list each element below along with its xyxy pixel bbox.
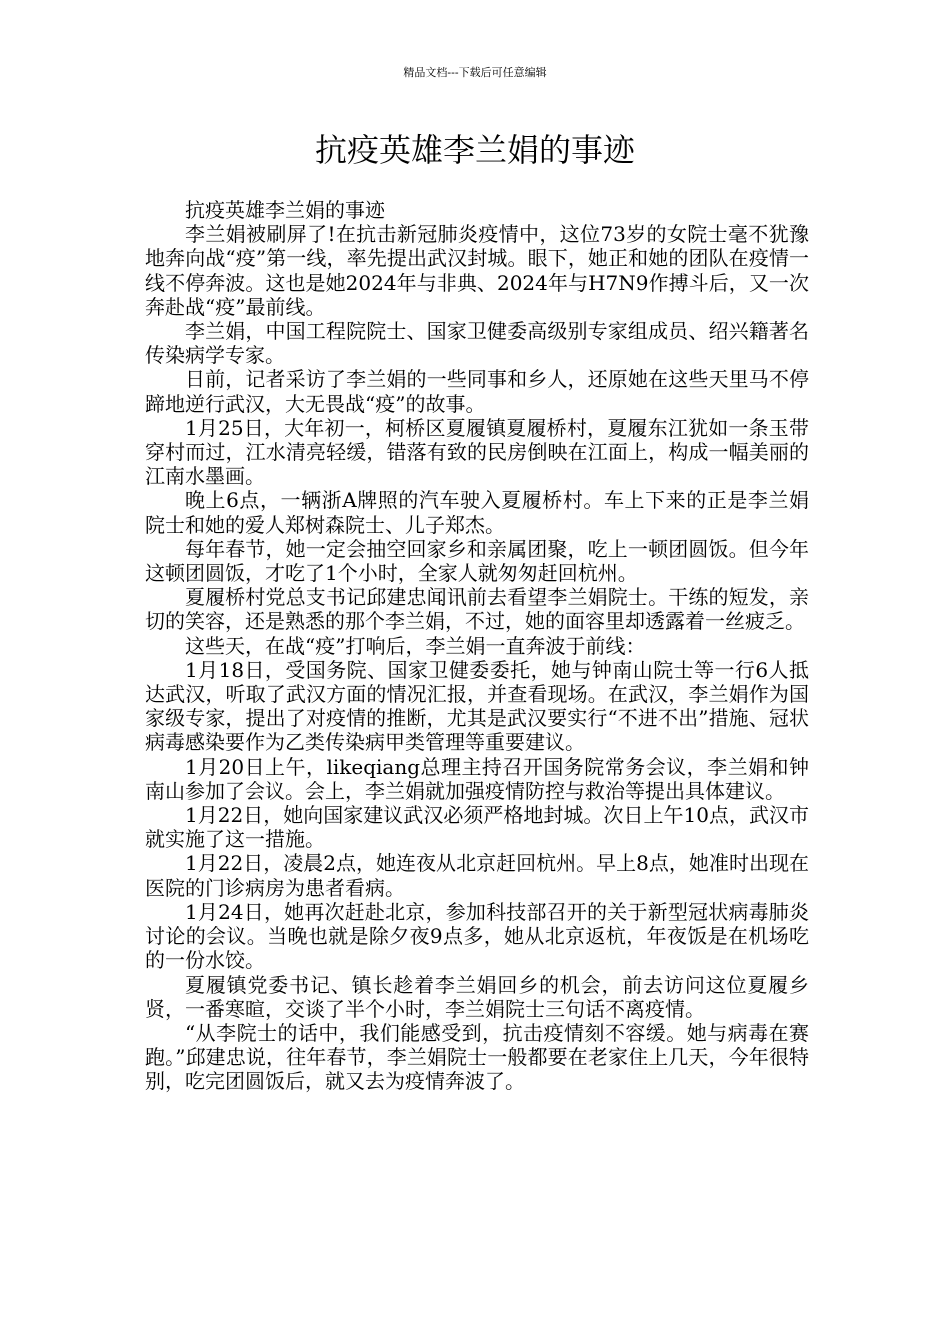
paragraph: 晚上6点，一辆浙A牌照的汽车驶入夏履桥村。车上下来的正是李兰娟院士和她的爱人郑树森院士、儿子郑杰。 <box>145 488 809 537</box>
paragraph: 每年春节，她一定会抽空回家乡和亲属团聚，吃上一顿团圆饭。但今年这顿团圆饭，才吃了1个小时，全家人就匆匆赶回杭州。 <box>145 536 809 586</box>
paragraph: 1月20日上午，likeqiang总理主持召开国务院常务会议，李兰娟和钟南山参加了会议。会上，李兰娟就加强疫情防控与救治等提出具体建议。 <box>145 754 809 803</box>
header-note: 精品文档---下载后可任意编辑 <box>403 66 547 79</box>
paragraph: “从李院士的话中，我们能感受到，抗击疫情刻不容缓。她与病毒在赛跑。”邱建忠说，往年春节，李兰娟院士一般都要在老家住上几天，今年很特别，吃完团圆饭后，就又去为疫情奔波了。 <box>145 1020 809 1094</box>
paragraph: 1月22日，她向国家建议武汉必须严格地封城。次日上午10点，武汉市就实施了这一措施。 <box>145 803 809 852</box>
paragraph: 夏履桥村党总支书记邱建忠闻讯前去看望李兰娟院士。干练的短发，亲切的笑容，还是熟悉的那个李兰娟，不过，她的面容里却透露着一丝疲乏。 <box>145 585 809 634</box>
document-title: 抗疫英雄李兰娟的事迹 <box>314 131 635 169</box>
paragraph: 李兰娟，中国工程院院士、国家卫健委高级别专家组成员、绍兴籍著名传染病学专家。 <box>145 319 809 368</box>
document-body <box>145 198 809 1094</box>
paragraph: 日前，记者采访了李兰娟的一些同事和乡人，还原她在这些天里马不停蹄地逆行武汉，大无畏战“疫”的故事。 <box>145 367 809 416</box>
paragraph: 1月18日，受国务院、国家卫健委委托，她与钟南山院士等一行6人抵达武汉，听取了武汉方面的情况汇报，并查看现场。在武汉，李兰娟作为国家级专家，提出了对疫情的推断，尤其是武汉要实行“不进不出”措施、冠状病毒感染要作为乙类传染病甲类管理等重要建议。 <box>145 657 809 755</box>
paragraph: 李兰娟被刷屏了!在抗击新冠肺炎疫情中，这位73岁的女院士毫不犹豫地奔向战“疫”第一线，率先提出武汉封城。眼下，她正和她的团队在疫情一线不停奔波。这也是她2024年与非典、2024年与H7N9作搏斗后，又一次奔赴战“疫”最前线。 <box>145 222 809 319</box>
paragraph: 1月25日，大年初一，柯桥区夏履镇夏履桥村，夏履东江犹如一条玉带穿村而过，江水清亮轻缓，错落有致的民房倒映在江面上，构成一幅美丽的江南水墨画。 <box>145 415 809 489</box>
paragraph: 夏履镇党委书记、镇长趁着李兰娟回乡的机会，前去访问这位夏履乡贤，一番寒暄，交谈了半个小时，李兰娟院士三句话不离疫情。 <box>145 972 809 1021</box>
paragraph: 这些天，在战“疫”打响后，李兰娟一直奔波于前线： <box>185 633 646 658</box>
paragraph: 1月24日，她再次赶赴北京，参加科技部召开的关于新型冠状病毒肺炎讨论的会议。当晚也就是除夕夜9点多，她从北京返杭，年夜饭是在机场吃的一份水饺。 <box>145 899 809 973</box>
paragraph: 抗疫英雄李兰娟的事迹 <box>185 198 385 222</box>
paragraph: 1月22日，凌晨2点，她连夜从北京赶回杭州。早上8点，她准时出现在医院的门诊病房为患者看病。 <box>145 851 809 900</box>
